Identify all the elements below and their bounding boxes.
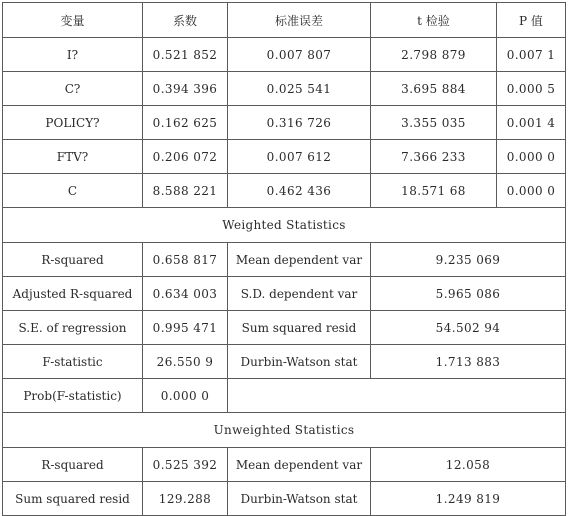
weighted-statistics-title: Weighted Statistics bbox=[3, 208, 566, 243]
stat-value: 0.658 817 bbox=[143, 243, 228, 277]
std-error-value: 0.007 612 bbox=[228, 140, 371, 174]
std-error-value: 0.007 807 bbox=[228, 38, 371, 72]
stat-value: 0.995 471 bbox=[143, 311, 228, 345]
stat-label: Durbin-Watson stat bbox=[228, 345, 371, 379]
variable-name: POLICY? bbox=[3, 106, 143, 140]
weighted-stat-row bbox=[3, 345, 566, 379]
t-value: 3.695 884 bbox=[371, 72, 497, 106]
stat-label: Sum squared resid bbox=[228, 311, 371, 345]
stat-value: 129.288 bbox=[143, 482, 228, 516]
p-value: 0.007 1 bbox=[497, 38, 566, 72]
header-t-test: t 检验 bbox=[371, 3, 497, 38]
stat-value: 0.000 0 bbox=[143, 379, 228, 413]
coef-row-ftv bbox=[3, 140, 566, 174]
weighted-statistics-header-row bbox=[3, 208, 566, 243]
stat-value: 12.058 bbox=[371, 448, 566, 482]
empty-cell bbox=[228, 379, 566, 413]
t-value: 3.355 035 bbox=[371, 106, 497, 140]
weighted-stat-row bbox=[3, 243, 566, 277]
stat-label: Mean dependent var bbox=[228, 448, 371, 482]
variable-name: C? bbox=[3, 72, 143, 106]
regression-results-table bbox=[2, 2, 566, 516]
stat-label: S.D. dependent var bbox=[228, 277, 371, 311]
stat-label: Mean dependent var bbox=[228, 243, 371, 277]
stat-value: 0.634 003 bbox=[143, 277, 228, 311]
stat-label: R-squared bbox=[3, 243, 143, 277]
stat-label: F-statistic bbox=[3, 345, 143, 379]
header-p-value: P 值 bbox=[497, 3, 566, 38]
t-value: 2.798 879 bbox=[371, 38, 497, 72]
stat-label: Prob(F-statistic) bbox=[3, 379, 143, 413]
stat-value: 26.550 9 bbox=[143, 345, 228, 379]
p-value: 0.001 4 bbox=[497, 106, 566, 140]
variable-name: C bbox=[3, 174, 143, 208]
t-value: 18.571 68 bbox=[371, 174, 497, 208]
header-std-error: 标准误差 bbox=[228, 3, 371, 38]
coef-row-constant bbox=[3, 174, 566, 208]
coef-row-policy bbox=[3, 106, 566, 140]
stat-value: 5.965 086 bbox=[371, 277, 566, 311]
stat-value: 0.525 392 bbox=[143, 448, 228, 482]
unweighted-stat-row bbox=[3, 448, 566, 482]
stat-value: 54.502 94 bbox=[371, 311, 566, 345]
unweighted-statistics-header-row bbox=[3, 413, 566, 448]
stat-label: Durbin-Watson stat bbox=[228, 482, 371, 516]
stat-value: 1.249 819 bbox=[371, 482, 566, 516]
stat-value: 9.235 069 bbox=[371, 243, 566, 277]
unweighted-statistics-title: Unweighted Statistics bbox=[3, 413, 566, 448]
header-row bbox=[3, 3, 566, 38]
weighted-stat-row bbox=[3, 277, 566, 311]
coefficient-value: 0.162 625 bbox=[143, 106, 228, 140]
coefficient-value: 8.588 221 bbox=[143, 174, 228, 208]
coef-row-c-question bbox=[3, 72, 566, 106]
coefficient-value: 0.521 852 bbox=[143, 38, 228, 72]
t-value: 7.366 233 bbox=[371, 140, 497, 174]
p-value: 0.000 0 bbox=[497, 140, 566, 174]
header-variable: 变量 bbox=[3, 3, 143, 38]
variable-name: I? bbox=[3, 38, 143, 72]
coefficient-value: 0.206 072 bbox=[143, 140, 228, 174]
p-value: 0.000 5 bbox=[497, 72, 566, 106]
unweighted-stat-row bbox=[3, 482, 566, 516]
weighted-stat-row bbox=[3, 311, 566, 345]
std-error-value: 0.025 541 bbox=[228, 72, 371, 106]
p-value: 0.000 0 bbox=[497, 174, 566, 208]
stat-label: R-squared bbox=[3, 448, 143, 482]
variable-name: FTV? bbox=[3, 140, 143, 174]
stat-label: Sum squared resid bbox=[3, 482, 143, 516]
stat-label: Adjusted R-squared bbox=[3, 277, 143, 311]
std-error-value: 0.462 436 bbox=[228, 174, 371, 208]
header-coefficient: 系数 bbox=[143, 3, 228, 38]
coefficient-value: 0.394 396 bbox=[143, 72, 228, 106]
weighted-stat-row bbox=[3, 379, 566, 413]
std-error-value: 0.316 726 bbox=[228, 106, 371, 140]
coef-row-i bbox=[3, 38, 566, 72]
stat-value: 1.713 883 bbox=[371, 345, 566, 379]
stat-label: S.E. of regression bbox=[3, 311, 143, 345]
